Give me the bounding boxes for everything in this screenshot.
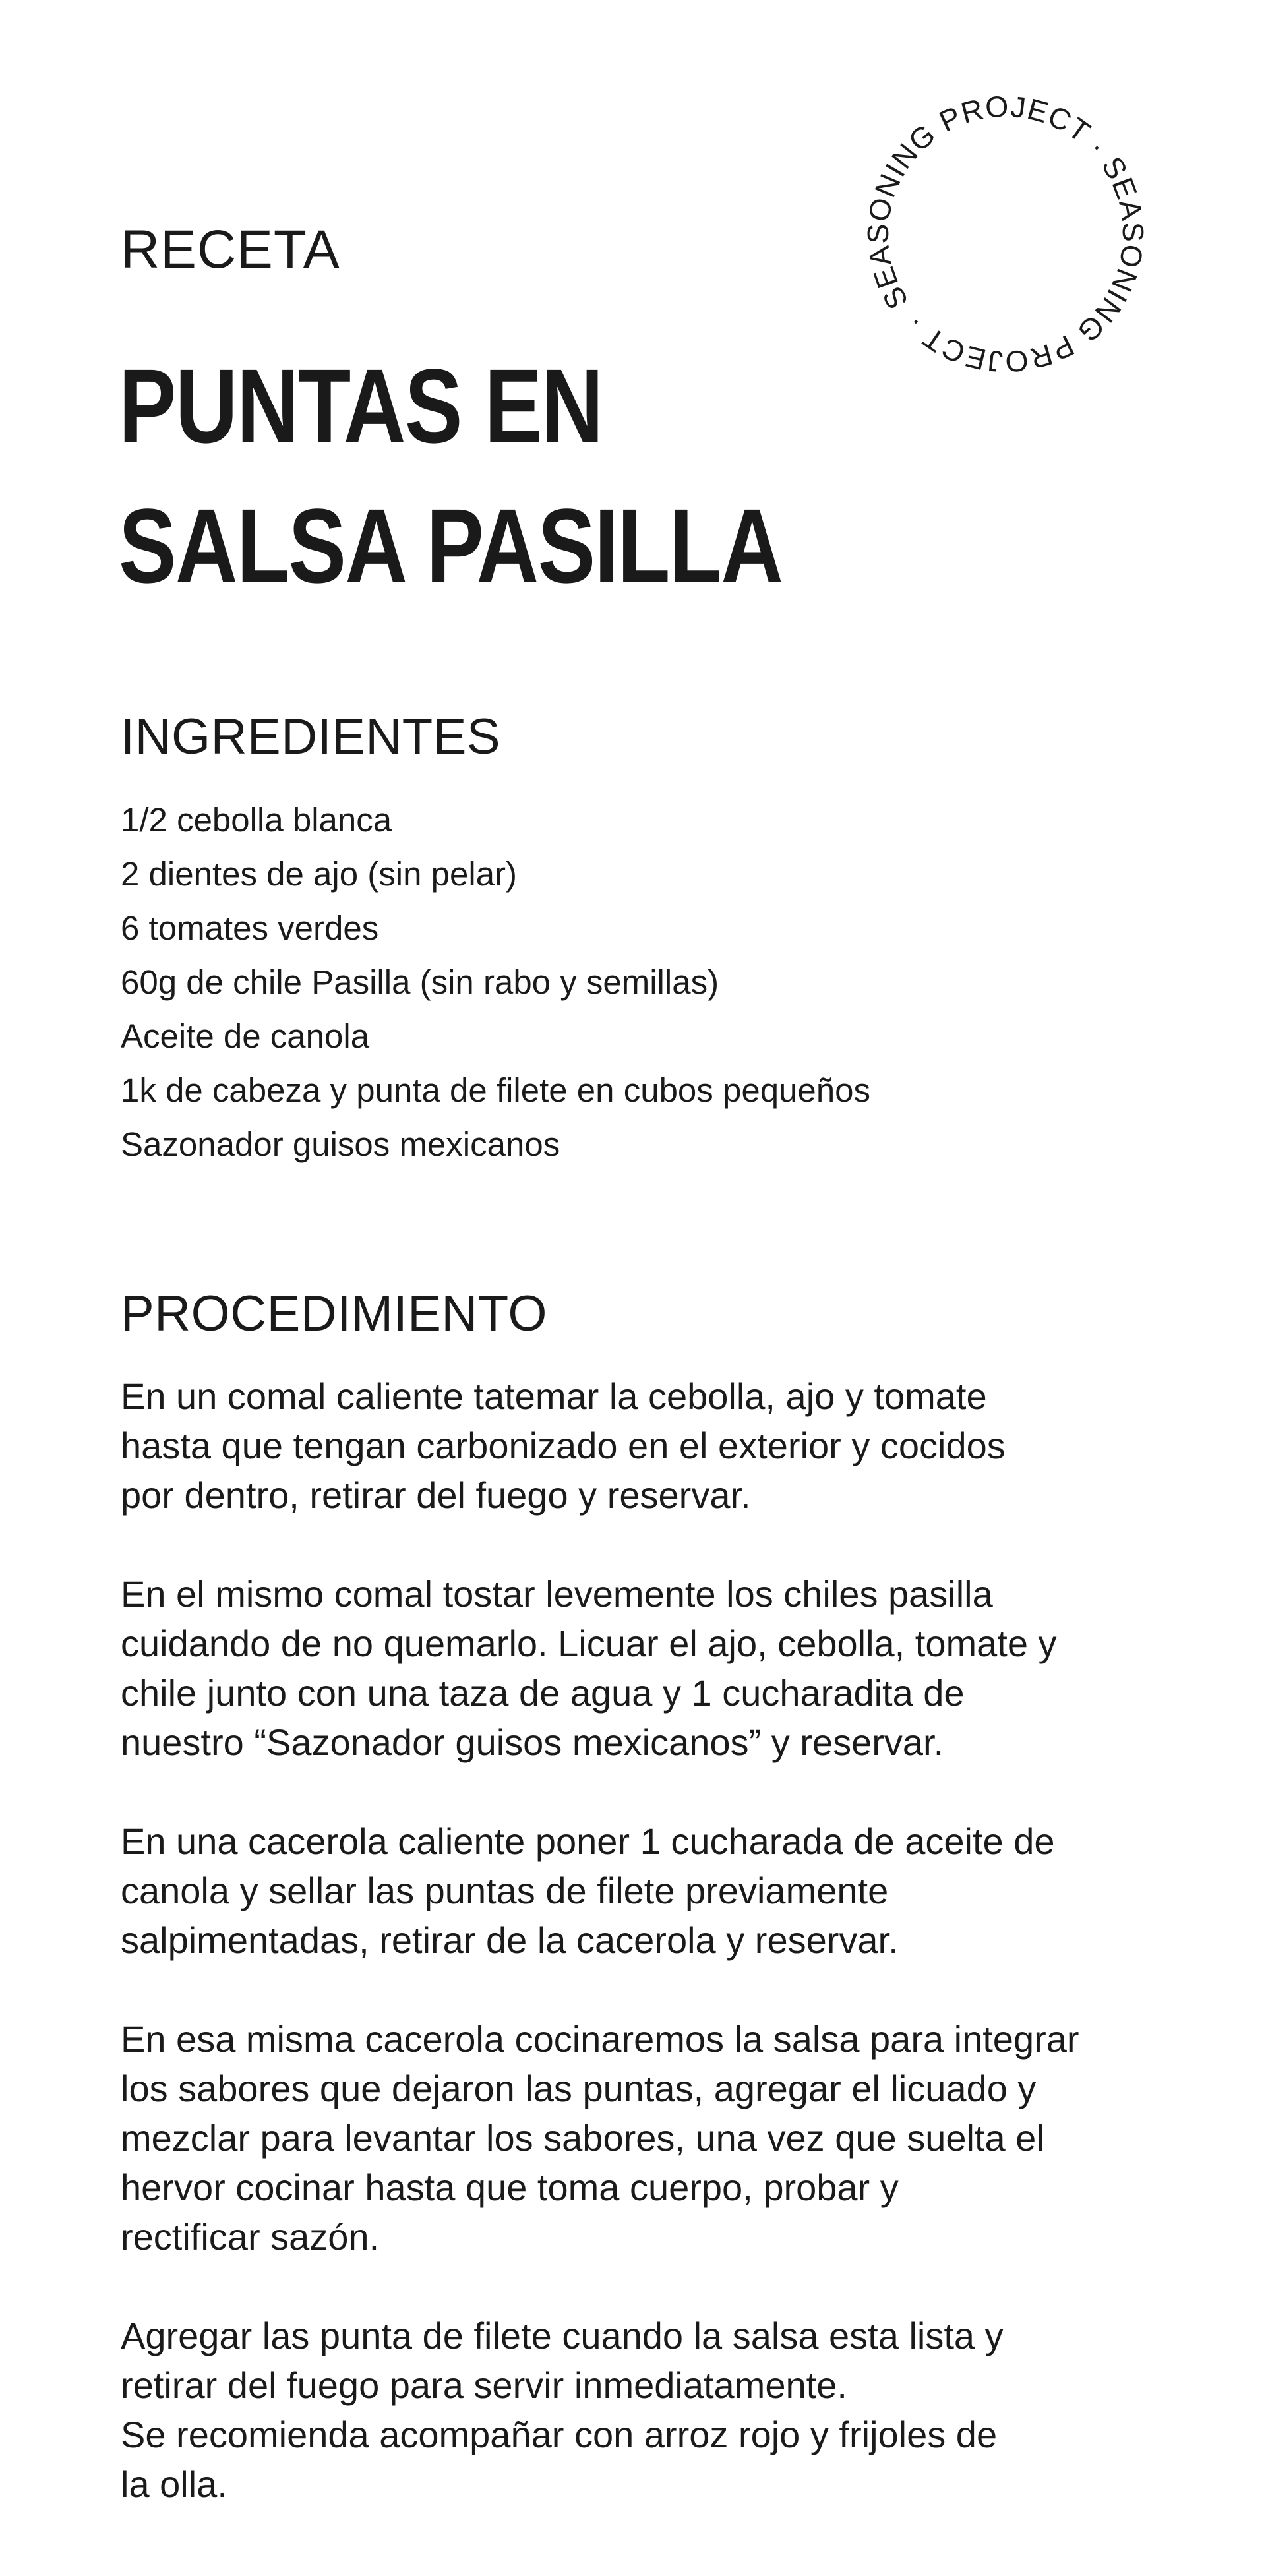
ingredient-item: Sazonador guisos mexicanos (121, 1125, 560, 1163)
title-line-2: SALSA PASILLA (119, 487, 783, 605)
seasoning-project-seal (860, 89, 1151, 379)
seal-text: SEASONING PROJECT · SEASONING PROJECT · (860, 89, 1151, 379)
step-line: por dentro, retirar del fuego y reservar. (121, 1474, 751, 1516)
procedure-steps (121, 1371, 1176, 2509)
step-line: En esa misma cacerola cocinaremos la salsa para integrar (121, 2018, 1079, 2060)
step-line: chile junto con una taza de agua y 1 cucharadita de (121, 1672, 965, 1714)
procedure-heading: PROCEDIMIENTO (121, 1286, 547, 1342)
step-line: nuestro “Sazonador guisos mexicanos” y reservar. (121, 1722, 944, 1763)
ingredients-list (121, 793, 870, 1172)
ingredient-item: 6 tomates verdes (121, 909, 379, 947)
ingredient-item: Aceite de canola (121, 1017, 370, 1055)
ingredient-item: 60g de chile Pasilla (sin rabo y semillas) (121, 963, 719, 1001)
recipe-kicker: RECETA (121, 220, 340, 280)
step-line: retirar del fuego para servir inmediatamente. (121, 2364, 847, 2406)
ingredient-item: 1/2 cebolla blanca (121, 801, 392, 839)
step-line: los sabores que dejaron las puntas, agregar el licuado y (121, 2068, 1037, 2109)
step-line: Se recomienda acompañar con arroz rojo y frijoles de (121, 2414, 998, 2455)
step-line: cuidando de no quemarlo. Licuar el ajo, cebolla, tomate y (121, 1623, 1057, 1664)
step-line: canola y sellar las puntas de filete previamente (121, 1870, 889, 1911)
step-line: la olla. (121, 2463, 227, 2505)
step-line: salpimentadas, retirar de la cacerola y reservar. (121, 1919, 899, 1961)
ingredient-item: 2 dientes de ajo (sin pelar) (121, 855, 518, 893)
title-line-1: PUNTAS EN (119, 347, 603, 465)
step-line: En el mismo comal tostar levemente los chiles pasilla (121, 1573, 993, 1615)
step-line: En una cacerola caliente poner 1 cucharada de aceite de (121, 1820, 1055, 1862)
step-line: hervor cocinar hasta que toma cuerpo, probar y (121, 2167, 899, 2208)
step-line: mezclar para levantar los sabores, una vez que suelta el (121, 2117, 1044, 2159)
recipe-title (119, 336, 876, 616)
ingredients-heading: INGREDIENTES (121, 709, 501, 765)
procedure-step (121, 1569, 1176, 1767)
step-line: hasta que tengan carbonizado en el exterior y cocidos (121, 1425, 1006, 1466)
step-line: Agregar las punta de filete cuando la salsa esta lista y (121, 2315, 1004, 2356)
procedure-step (121, 2014, 1176, 2261)
ingredient-item: 1k de cabeza y punta de filete en cubos pequeños (121, 1071, 871, 1109)
step-line: En un comal caliente tatemar la cebolla, ajo y tomate (121, 1375, 987, 1417)
procedure-step (121, 2311, 1176, 2509)
procedure-step (121, 1816, 1176, 1965)
step-line: rectificar sazón. (121, 2216, 380, 2258)
procedure-step (121, 1371, 1176, 1520)
